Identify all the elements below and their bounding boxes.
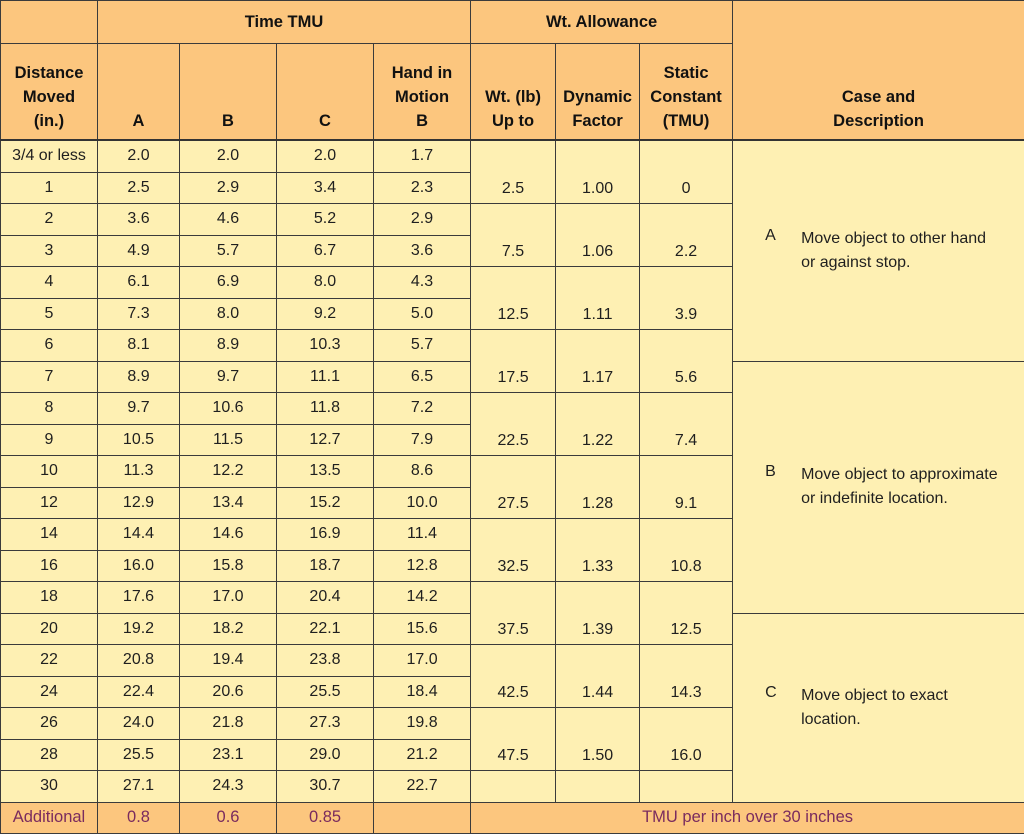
weight-cell-empty: [471, 771, 556, 803]
distance-cell: 1: [1, 172, 98, 204]
weight-cell: 42.5: [471, 645, 556, 708]
time-b-cell: 5.7: [180, 235, 277, 267]
time-c-cell: 8.0: [277, 267, 374, 299]
hand-motion-cell: 19.8: [374, 708, 471, 740]
dynamic-cell: 1.00: [556, 140, 640, 204]
distance-cell: 3: [1, 235, 98, 267]
distance-cell: 22: [1, 645, 98, 677]
static-cell: 16.0: [640, 708, 733, 771]
additional-a: 0.8: [98, 802, 180, 833]
time-c-cell: 30.7: [277, 771, 374, 803]
time-b-cell: 6.9: [180, 267, 277, 299]
distance-cell: 3/4 or less: [1, 140, 98, 172]
time-b-cell: 15.8: [180, 550, 277, 582]
dynamic-cell: 1.39: [556, 582, 640, 645]
static-cell: 2.2: [640, 204, 733, 267]
hand-motion-cell: 3.6: [374, 235, 471, 267]
static-cell: 7.4: [640, 393, 733, 456]
time-b-cell: 10.6: [180, 393, 277, 425]
hand-motion-cell: 11.4: [374, 519, 471, 551]
hand-motion-cell: 17.0: [374, 645, 471, 677]
distance-cell: 24: [1, 676, 98, 708]
time-c-cell: 29.0: [277, 739, 374, 771]
hand-motion-cell: 12.8: [374, 550, 471, 582]
time-c-cell: 3.4: [277, 172, 374, 204]
hand-motion-cell: 7.9: [374, 424, 471, 456]
time-c-cell: 6.7: [277, 235, 374, 267]
time-b-cell: 11.5: [180, 424, 277, 456]
time-a-cell: 24.0: [98, 708, 180, 740]
time-c-cell: 18.7: [277, 550, 374, 582]
distance-cell: 8: [1, 393, 98, 425]
col-b-header: B: [180, 44, 277, 141]
static-cell-empty: [640, 771, 733, 803]
weight-cell: 7.5: [471, 204, 556, 267]
time-c-cell: 2.0: [277, 140, 374, 172]
time-b-cell: 8.9: [180, 330, 277, 362]
weight-cell: 2.5: [471, 140, 556, 204]
time-b-cell: 2.0: [180, 140, 277, 172]
distance-moved-header: Distance Moved (in.): [1, 44, 98, 141]
time-a-cell: 10.5: [98, 424, 180, 456]
distance-cell: 28: [1, 739, 98, 771]
time-b-cell: 14.6: [180, 519, 277, 551]
table-row: [1, 140, 1024, 172]
hand-motion-cell: 8.6: [374, 456, 471, 488]
hand-motion-cell: 2.3: [374, 172, 471, 204]
time-a-cell: 4.9: [98, 235, 180, 267]
time-a-cell: 9.7: [98, 393, 180, 425]
time-c-cell: 10.3: [277, 330, 374, 362]
weight-cell: 32.5: [471, 519, 556, 582]
time-a-cell: 2.5: [98, 172, 180, 204]
time-a-cell: 8.1: [98, 330, 180, 362]
hand-motion-cell: 5.7: [374, 330, 471, 362]
hand-motion-cell: 10.0: [374, 487, 471, 519]
additional-b: 0.6: [180, 802, 277, 833]
hand-motion-cell: 22.7: [374, 771, 471, 803]
time-c-cell: 5.2: [277, 204, 374, 236]
dynamic-cell: 1.11: [556, 267, 640, 330]
time-c-cell: 11.1: [277, 361, 374, 393]
dynamic-factor-header: Dynamic Factor: [556, 44, 640, 141]
time-a-cell: 8.9: [98, 361, 180, 393]
time-c-cell: 12.7: [277, 424, 374, 456]
dynamic-cell: 1.44: [556, 645, 640, 708]
time-c-cell: 13.5: [277, 456, 374, 488]
time-a-cell: 20.8: [98, 645, 180, 677]
dynamic-cell: 1.22: [556, 393, 640, 456]
group-time-tmu: Time TMU: [98, 1, 471, 44]
dynamic-cell: 1.06: [556, 204, 640, 267]
time-a-cell: 6.1: [98, 267, 180, 299]
hand-motion-cell: 6.5: [374, 361, 471, 393]
additional-hand-motion: [374, 802, 471, 833]
dynamic-cell: 1.28: [556, 456, 640, 519]
static-cell: 5.6: [640, 330, 733, 393]
time-a-cell: 17.6: [98, 582, 180, 614]
case-letter: A: [765, 227, 801, 245]
time-b-cell: 13.4: [180, 487, 277, 519]
weight-cell: 27.5: [471, 456, 556, 519]
time-b-cell: 20.6: [180, 676, 277, 708]
case-c-cell: [733, 613, 1024, 802]
time-a-cell: 16.0: [98, 550, 180, 582]
weight-cell: 12.5: [471, 267, 556, 330]
time-a-cell: 22.4: [98, 676, 180, 708]
case-a-cell: [733, 140, 1024, 361]
static-cell: 9.1: [640, 456, 733, 519]
time-b-cell: 12.2: [180, 456, 277, 488]
dynamic-cell: 1.17: [556, 330, 640, 393]
distance-cell: 26: [1, 708, 98, 740]
time-a-cell: 3.6: [98, 204, 180, 236]
time-c-cell: 11.8: [277, 393, 374, 425]
static-constant-header: Static Constant (TMU): [640, 44, 733, 141]
hand-motion-cell: 4.3: [374, 267, 471, 299]
time-c-cell: 25.5: [277, 676, 374, 708]
hand-motion-cell: 14.2: [374, 582, 471, 614]
hand-motion-cell: 5.0: [374, 298, 471, 330]
distance-cell: 20: [1, 613, 98, 645]
static-cell: 10.8: [640, 519, 733, 582]
time-a-cell: 7.3: [98, 298, 180, 330]
col-a-header: A: [98, 44, 180, 141]
time-b-cell: 4.6: [180, 204, 277, 236]
weight-upto-header: Wt. (lb) Up to: [471, 44, 556, 141]
time-c-cell: 20.4: [277, 582, 374, 614]
time-a-cell: 14.4: [98, 519, 180, 551]
additional-c: 0.85: [277, 802, 374, 833]
col-c-header: C: [277, 44, 374, 141]
static-cell: 0: [640, 140, 733, 204]
case-description: Move object to approximate or indefinite location.: [801, 463, 1001, 511]
time-b-cell: 21.8: [180, 708, 277, 740]
time-a-cell: 25.5: [98, 739, 180, 771]
distance-cell: 16: [1, 550, 98, 582]
hand-motion-cell: 15.6: [374, 613, 471, 645]
hand-motion-cell: 7.2: [374, 393, 471, 425]
time-b-cell: 18.2: [180, 613, 277, 645]
case-description-header: Case and Description: [733, 1, 1024, 141]
weight-cell: 37.5: [471, 582, 556, 645]
time-a-cell: 11.3: [98, 456, 180, 488]
distance-cell: 18: [1, 582, 98, 614]
hand-motion-cell: 18.4: [374, 676, 471, 708]
time-b-cell: 17.0: [180, 582, 277, 614]
distance-cell: 14: [1, 519, 98, 551]
distance-cell: 2: [1, 204, 98, 236]
time-c-cell: 23.8: [277, 645, 374, 677]
distance-cell: 30: [1, 771, 98, 803]
static-cell: 14.3: [640, 645, 733, 708]
weight-cell: 22.5: [471, 393, 556, 456]
hand-motion-cell: 1.7: [374, 140, 471, 172]
time-a-cell: 12.9: [98, 487, 180, 519]
corner-cell: [1, 1, 98, 44]
time-c-cell: 22.1: [277, 613, 374, 645]
distance-cell: 12: [1, 487, 98, 519]
distance-cell: 4: [1, 267, 98, 299]
dynamic-cell: 1.33: [556, 519, 640, 582]
case-letter: C: [765, 684, 801, 702]
case-description: Move object to other hand or against stop.: [801, 227, 1001, 275]
time-b-cell: 8.0: [180, 298, 277, 330]
additional-row: [1, 802, 1024, 833]
time-a-cell: 19.2: [98, 613, 180, 645]
dynamic-cell: 1.50: [556, 708, 640, 771]
time-c-cell: 16.9: [277, 519, 374, 551]
case-description: Move object to exact location.: [801, 684, 1001, 732]
distance-cell: 10: [1, 456, 98, 488]
time-b-cell: 23.1: [180, 739, 277, 771]
group-wt-allowance: Wt. Allowance: [471, 1, 733, 44]
distance-cell: 5: [1, 298, 98, 330]
time-c-cell: 27.3: [277, 708, 374, 740]
weight-cell: 17.5: [471, 330, 556, 393]
distance-cell: 7: [1, 361, 98, 393]
time-a-cell: 27.1: [98, 771, 180, 803]
hand-motion-cell: 2.9: [374, 204, 471, 236]
distance-cell: 6: [1, 330, 98, 362]
time-b-cell: 19.4: [180, 645, 277, 677]
additional-label: Additional: [1, 802, 98, 833]
static-cell: 12.5: [640, 582, 733, 645]
weight-cell: 47.5: [471, 708, 556, 771]
time-b-cell: 2.9: [180, 172, 277, 204]
time-c-cell: 15.2: [277, 487, 374, 519]
time-b-cell: 9.7: [180, 361, 277, 393]
dynamic-cell-empty: [556, 771, 640, 803]
time-a-cell: 2.0: [98, 140, 180, 172]
static-cell: 3.9: [640, 267, 733, 330]
case-letter: B: [765, 463, 801, 481]
hand-motion-cell: 21.2: [374, 739, 471, 771]
additional-note: TMU per inch over 30 inches: [471, 802, 1024, 833]
time-b-cell: 24.3: [180, 771, 277, 803]
case-b-cell: [733, 361, 1024, 613]
hand-in-motion-header: Hand in Motion B: [374, 44, 471, 141]
time-c-cell: 9.2: [277, 298, 374, 330]
distance-cell: 9: [1, 424, 98, 456]
